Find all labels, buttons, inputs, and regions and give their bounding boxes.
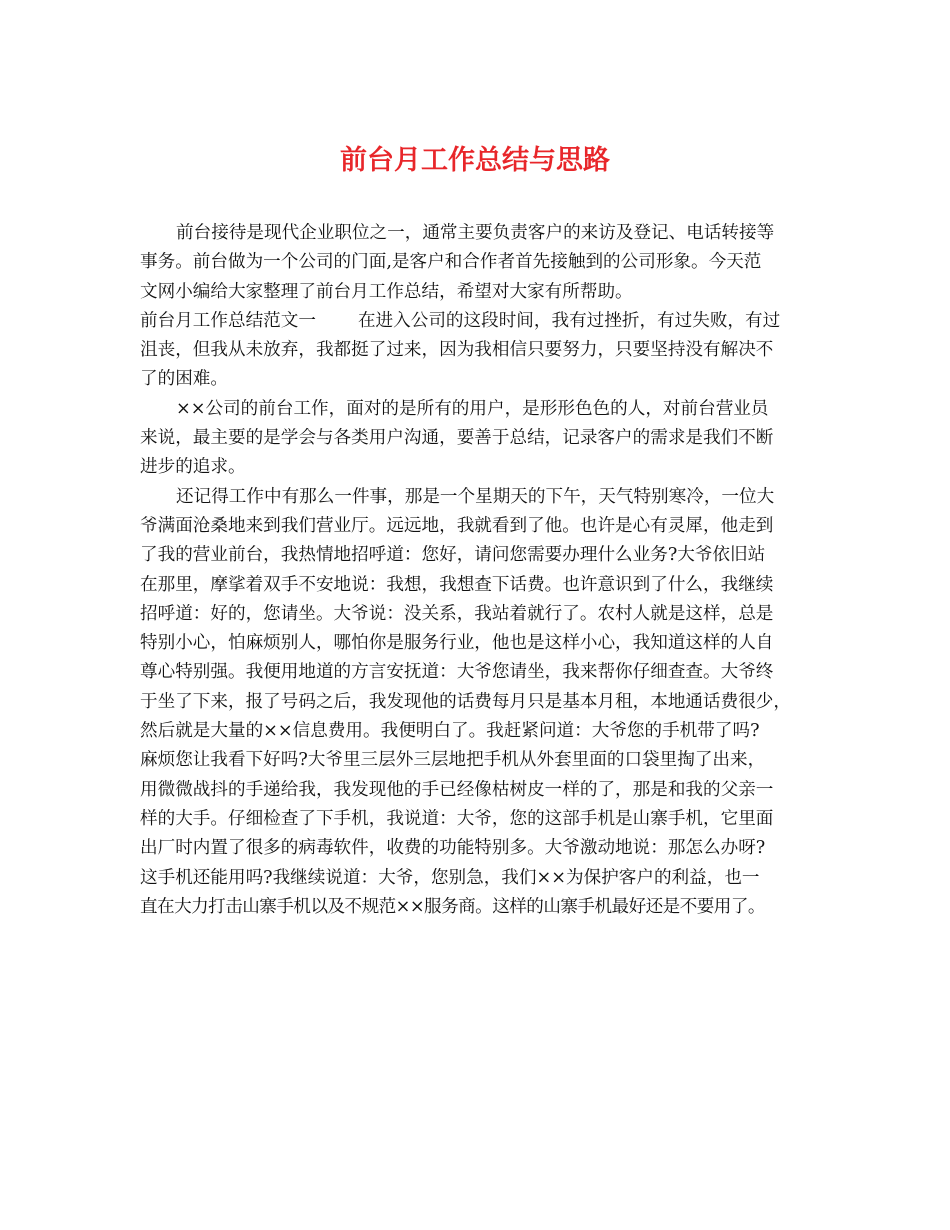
paragraph-line: 还记得工作中有那么一件事，那是一个星期天的下午，天气特别寒冷，一位大 [176, 486, 775, 507]
paragraph-line: 爷满面沧桑地来到我们营业厅。远远地，我就看到了他。也许是心有灵犀，他走到 [140, 515, 774, 536]
paragraph-line: 招呼道：好的，您请坐。大爷说：没关系，我站着就行了。农村人就是这样，总是 [140, 603, 774, 624]
paragraph-line: 然后就是大量的××信息费用。我便明白了。我赶紧问道：大爷您的手机带了吗? [140, 721, 760, 742]
paragraph-line: 事务。前台做为一个公司的门面,是客户和合作者首先接触到的公司形象。今天范 [140, 252, 762, 273]
paragraph-line: 了的困难。 [140, 369, 228, 390]
paragraph-line: 用微微战抖的手递给我，我发现他的手已经像枯树皮一样的了，那是和我的父亲一 [140, 779, 774, 800]
paragraph-line: 这手机还能用吗?我继续说道：大爷，您别急，我们××为保护客户的利益，也一 [140, 867, 760, 888]
paragraph-text: 在进入公司的这段时间，我有过挫折，有过失败，有过 [357, 310, 781, 331]
paragraph-line: 了我的营业前台，我热情地招呼道：您好，请问您需要办理什么业务?大爷依旧站 [140, 545, 766, 566]
paragraph-line: ××公司的前台工作，面对的是所有的用户，是形形色色的人，对前台营业员 [176, 398, 769, 419]
paragraph-line: 尊心特别强。我便用地道的方言安抚道：大爷您请坐，我来帮你仔细查查。大爷终 [140, 662, 774, 683]
paragraph-line: 前台接待是现代企业职位之一，通常主要负责客户的来访及登记、电话转接等 [176, 223, 775, 243]
section-heading: 前台月工作总结范文一 [140, 310, 316, 331]
paragraph-line: 麻烦您让我看下好吗?大爷里三层外三层地把手机从外套里面的口袋里掏了出来， [140, 750, 766, 771]
document-title: 前台月工作总结与思路 [340, 145, 610, 176]
paragraph-line: 于坐了下来，报了号码之后，我发现他的话费每月只是基本月租，本地通话费很少， [140, 691, 791, 712]
paragraph-line: 特别小心，怕麻烦别人，哪怕你是服务行业，他也是这样小心，我知道这样的人自 [140, 633, 774, 654]
paragraph-line: 进步的追求。 [140, 457, 246, 478]
paragraph-line: 沮丧，但我从未放弃，我都挺了过来，因为我相信只要努力，只要坚持没有解决不 [140, 340, 774, 361]
paragraph-line: 来说，最主要的是学会与各类用户沟通，要善于总结，记录客户的需求是我们不断 [140, 428, 774, 449]
document-body [140, 219, 820, 922]
section-line [140, 307, 820, 336]
paragraph-line: 文网小编给大家整理了前台月工作总结，希望对大家有所帮助。 [140, 281, 633, 302]
paragraph-line: 在那里，摩挲着双手不安地说：我想，我想查下话费。也许意识到了什么，我继续 [140, 574, 774, 595]
paragraph-line: 样的大手。仔细检查了下手机，我说道：大爷，您的这部手机是山寨手机，它里面 [140, 808, 774, 829]
paragraph-line: 直在大力打击山寨手机以及不规范××服务商。这样的山寨手机最好还是不要用了。 [140, 896, 765, 917]
paragraph-line: 出厂时内置了很多的病毒软件，收费的功能特别多。大爷激动地说：那怎么办呀? [140, 838, 766, 859]
